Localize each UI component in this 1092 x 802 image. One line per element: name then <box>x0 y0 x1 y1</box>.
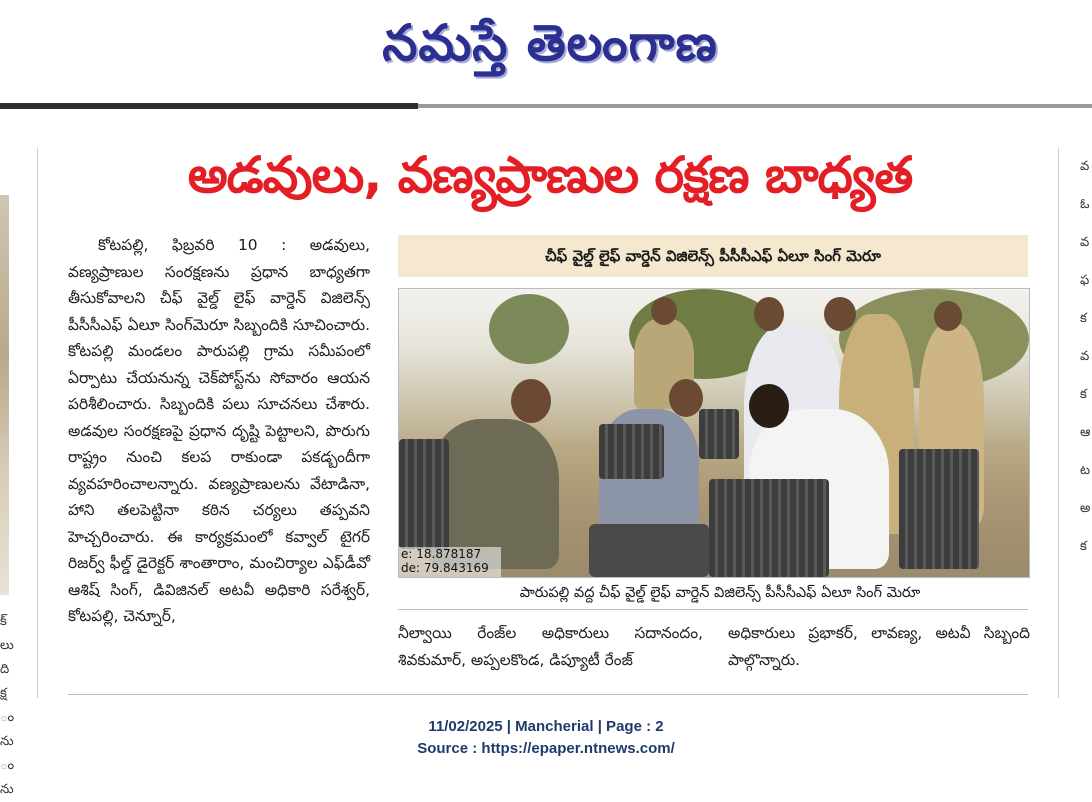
photo-chair <box>399 439 449 549</box>
stub-char: వ <box>1080 235 1090 250</box>
gps-latitude: e: 18.878187 <box>401 547 482 561</box>
stub-char: ం <box>0 710 15 725</box>
left-stub-text <box>0 610 15 802</box>
column-divider-right <box>1058 148 1059 698</box>
masthead <box>0 0 1092 100</box>
bottom-rule <box>68 694 1028 695</box>
stub-char: ఆ <box>1080 425 1091 440</box>
caption-rule <box>398 609 1028 610</box>
stub-char: అ <box>1080 501 1091 516</box>
article-column-2: నీల్వాయి రేంజ్‌ల అధికారులు సదానందం, శివకుమార్, అప్పలకొండ, డిప్యూటీ రేంజ్ <box>398 624 703 669</box>
stub-char: వ <box>1080 349 1090 364</box>
stub-char: వ <box>1080 159 1090 174</box>
column-divider-left <box>37 148 38 698</box>
stub-char: ం <box>0 758 15 773</box>
photo-chair <box>599 424 664 479</box>
right-column-stub <box>1080 148 1092 708</box>
photo-person-head <box>749 384 789 428</box>
footer <box>0 716 1092 760</box>
stub-char: క్ <box>0 614 7 629</box>
stub-char: ను <box>0 734 14 749</box>
article-paragraph: కోటపల్లి, ఫిబ్రవరి 10 : అడవులు, వణ్యప్రాణుల సంరక్షణను ప్రధాన బాధ్యతగా తీసుకోవాలని చీఫ్ వైల్డ్ లైఫ్ వార్డెన్ విజిలెన్స్ పీసీసీఎఫ్ ఏలూ సింగ్‌మెరూ సిబ్బందికి సూచించారు. కోటపల్లి మండలం పారుపల్లి గ్రామ సమీపంలో ఏర్పాటు చేయనున్న చెక్‌పోస్ట్‌ను సోవారం ఆయన పరిశీలించారు. సిబ్బందికి పలు సూచనలు చేశారు. అడవుల సంరక్షణపై ప్రధాన దృష్టి పెట్టాలని, పొరుగు రాష్ట్రం నుంచి కలప రాకుండా పకడ్బందీగా వ్యవహరించాలన్నారు. వణ్యప్రాణులను వేటాడినా, హాని తలపెట్టినా కఠిన చర్యలు తప్పవని హెచ్చరించారు. ఈ కార్యక్రమంలో కవ్వాల్ టైగర్ రిజర్వ్ ఫీల్డ్ డైరెక్టర్ శాంతారాం, మంచిర్యాల ఎఫ్‌డీవో ఆశిష్ సింగ్, డివిజినల్ అటవీ అధికారి సరేశ్వర్, కోటపల్లి, చెన్నూర్, <box>68 236 370 625</box>
photo-chair <box>699 409 739 459</box>
footer-source[interactable]: Source : https://epaper.ntnews.com/ <box>417 740 675 757</box>
stub-char: ను <box>0 782 14 797</box>
masthead-rule-dark <box>0 103 418 109</box>
stub-char: ది <box>0 662 10 677</box>
article-subheading: చీఫ్ వైల్డ్ లైఫ్ వార్డెన్ విజిలెన్స్ పీసీసీఎఫ్ ఏలూ సింగ్ మెరూ <box>398 235 1028 277</box>
footer-date-edition: 11/02/2025 | Mancherial | Page : 2 <box>428 718 664 735</box>
stub-char: క <box>1080 311 1087 326</box>
photo-caption: పారుపల్లి వద్ద చీఫ్ వైల్డ్ లైఫ్ వార్డెన్ విజిలెన్స్ పీసీసీఎఫ్ ఏలూ సింగ్ మెరూ <box>519 585 921 601</box>
article-headline: అడవులు, వణ్యప్రాణుల రక్షణ బాధ్యత <box>187 146 913 204</box>
photo-chair <box>709 479 829 577</box>
masthead-rule-gray <box>418 104 1092 108</box>
left-column-stub <box>0 145 15 797</box>
photo-person-head <box>934 301 962 331</box>
photo-person-head <box>824 297 856 331</box>
photo-table <box>589 524 709 577</box>
photo-person-head <box>754 297 784 331</box>
article-body <box>68 232 370 630</box>
article-photo <box>398 288 1030 578</box>
photo-gps-stamp <box>399 547 501 577</box>
photo-person-head <box>669 379 703 417</box>
left-stub-photo <box>0 195 9 595</box>
stub-char: ట <box>1080 463 1091 478</box>
stub-char: ఓ <box>1080 197 1090 212</box>
stub-char: క్ష <box>0 686 7 701</box>
stub-char: క <box>1080 387 1087 402</box>
article-column-3: అధికారులు ప్రభాకర్, లావణ్య, అటవీ సిబ్బంది పాల్గొన్నారు. <box>728 624 1030 669</box>
newspaper-logo: నమస్తే తెలంగాణ <box>382 13 718 72</box>
stub-char: క <box>1080 539 1087 554</box>
photo-person-head <box>651 297 677 325</box>
photo-tree <box>489 294 569 364</box>
gps-longitude: de: 79.843169 <box>401 561 489 575</box>
stub-char: లు <box>0 638 14 653</box>
stub-char: ఫ <box>1080 273 1090 288</box>
photo-person-head <box>511 379 551 423</box>
photo-chair <box>899 449 979 569</box>
